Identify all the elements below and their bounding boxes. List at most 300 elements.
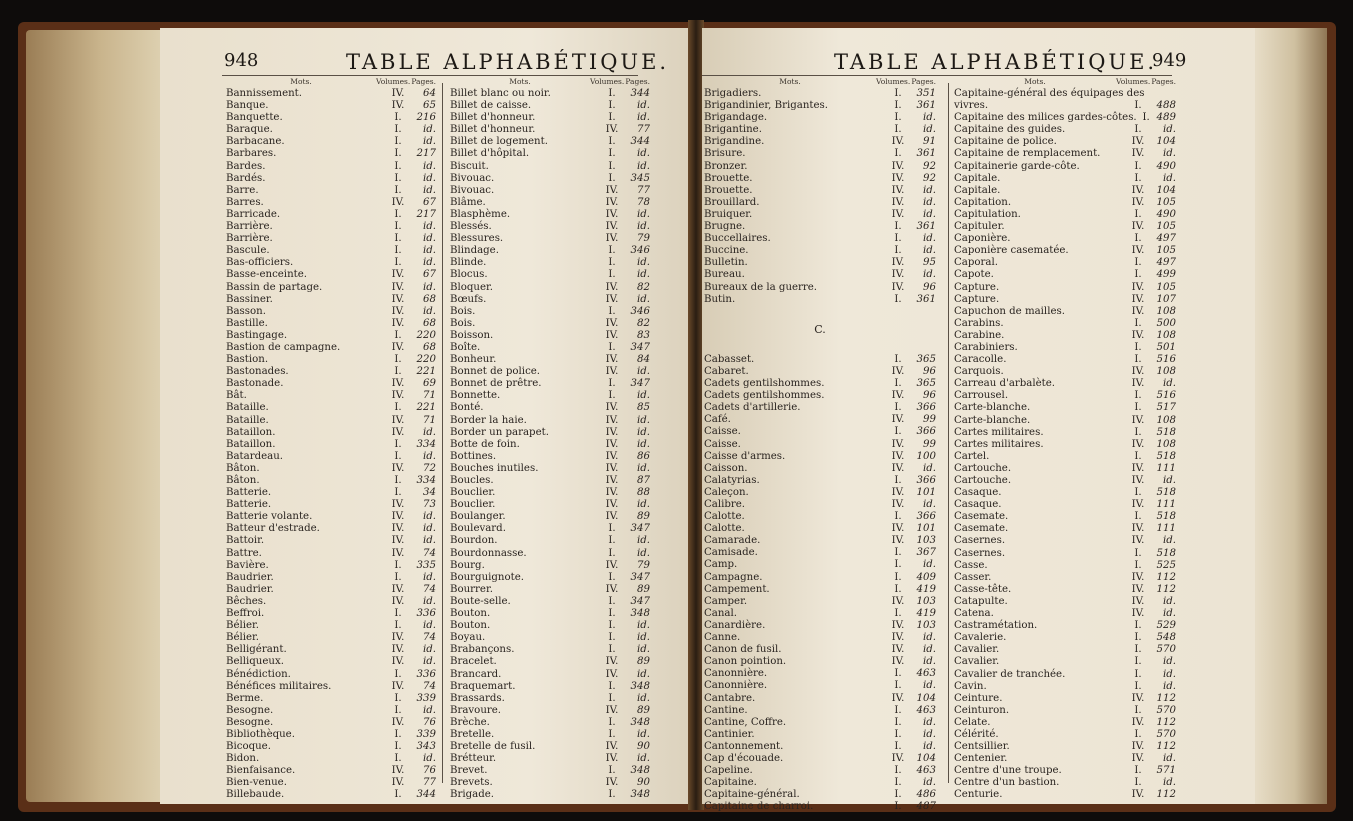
index-entry <box>954 318 1176 330</box>
entry-volume: IV. <box>605 499 619 511</box>
entry-page: 419 <box>916 607 936 619</box>
entry-volume: IV. <box>605 402 619 414</box>
entry-volume: I. <box>1134 233 1142 245</box>
entry-page: id. <box>422 595 436 607</box>
entry-page: id. <box>636 269 650 281</box>
entry-volume: IV. <box>391 535 405 547</box>
entry-word: Casaque. <box>954 487 1002 499</box>
entry-volume: I. <box>894 233 902 245</box>
entry-page: 366 <box>916 402 936 414</box>
entry-volume: I. <box>1134 511 1142 523</box>
entry-word: Calatyrias. <box>704 474 760 486</box>
entry-volume: IV. <box>1131 136 1145 148</box>
entry-word: Bienfaisance. <box>226 765 296 777</box>
index-entry <box>450 88 650 100</box>
entry-word: Campagne. <box>704 571 763 583</box>
index-entry <box>226 765 436 777</box>
index-entry <box>226 197 436 209</box>
index-entry <box>954 511 1176 523</box>
entry-page: 570 <box>1156 644 1176 656</box>
entry-page: id. <box>422 656 436 668</box>
entry-volume: I. <box>894 88 902 99</box>
entry-word: Botte de foin. <box>450 438 520 450</box>
index-entry <box>954 572 1176 584</box>
entry-word: Capitaine des milices gardes-côtes. <box>954 112 1137 124</box>
entry-word: Carquois. <box>954 366 1004 378</box>
entry-volume: I. <box>1134 257 1142 269</box>
entry-word: Brigandinier, Brigantes. <box>704 100 828 112</box>
entry-volume: IV. <box>391 414 405 426</box>
entry-word: Barres. <box>226 196 264 208</box>
entry-volume: I. <box>1134 668 1142 680</box>
entry-word: Casse-tête. <box>954 583 1012 595</box>
entry-page: 409 <box>916 571 936 583</box>
index-entry <box>704 124 936 136</box>
entry-page: 348 <box>630 680 650 692</box>
entry-word: Brigandine. <box>704 136 765 148</box>
entry-word: Capitulation. <box>954 208 1021 220</box>
entry-word: Cartouche. <box>954 462 1012 474</box>
entry-page: id. <box>922 680 936 692</box>
index-entry <box>226 233 436 245</box>
entry-word: Bastion. <box>226 354 269 366</box>
entry-page: 76 <box>423 716 436 728</box>
entry-volume: IV. <box>605 475 619 486</box>
index-entry <box>450 173 650 185</box>
entry-word: Brigandage. <box>704 112 768 124</box>
entry-word: Brèche. <box>450 716 490 728</box>
entry-page: id. <box>636 414 650 426</box>
entry-page: 336 <box>416 608 436 620</box>
entry-page: 499 <box>1156 269 1176 281</box>
entry-volume: I. <box>1134 777 1142 789</box>
entry-volume: IV. <box>1131 789 1145 801</box>
index-entry <box>226 596 436 608</box>
entry-volume: I. <box>394 402 402 414</box>
spacer <box>704 342 936 354</box>
entry-volume: I. <box>394 112 402 124</box>
index-entry <box>954 306 1176 318</box>
entry-page: 65 <box>423 100 436 112</box>
index-entry <box>450 390 650 402</box>
entry-volume: IV. <box>1131 462 1145 474</box>
index-entry <box>450 632 650 644</box>
entry-page: 361 <box>916 100 936 112</box>
entry-volume: I. <box>894 124 902 136</box>
entry-word: Caporal. <box>954 257 998 269</box>
entry-page: id. <box>422 511 436 523</box>
entry-word: Centsillier. <box>954 741 1010 753</box>
entry-volume: I. <box>1134 402 1142 414</box>
entry-word: Besogne. <box>226 704 274 716</box>
entry-page: 516 <box>1156 354 1176 366</box>
entry-page: 366 <box>916 511 936 523</box>
entry-volume: I. <box>1134 341 1142 353</box>
index-entry <box>450 112 650 124</box>
entry-word: Bonnet de prêtre. <box>450 378 542 390</box>
entry-volume: I. <box>894 148 902 160</box>
index-entry <box>954 560 1176 572</box>
index-entry <box>704 100 936 112</box>
index-entry <box>954 173 1176 185</box>
entry-page: 68 <box>423 341 436 353</box>
entry-volume: I. <box>894 704 902 716</box>
index-entry <box>226 161 436 173</box>
entry-volume: IV. <box>391 390 405 402</box>
entry-volume: IV. <box>1131 475 1145 486</box>
entry-word: Casser. <box>954 571 992 583</box>
entry-page: 490 <box>1156 208 1176 220</box>
entry-page: 220 <box>416 354 436 366</box>
index-entry <box>450 644 650 656</box>
index-entry <box>954 282 1176 294</box>
index-entry <box>704 257 936 269</box>
entry-word: Bêches. <box>226 595 267 607</box>
entry-page: 347 <box>630 571 650 583</box>
index-entry <box>450 487 650 499</box>
entry-volume: IV. <box>605 583 619 595</box>
entry-page: 111 <box>1156 499 1176 511</box>
entry-page <box>1160 88 1176 100</box>
right-page-header: TABLE ALPHABÉTIQUE. <box>834 50 1158 74</box>
entry-volume: I. <box>894 801 902 813</box>
index-entry <box>450 656 650 668</box>
heading-volumes: Volumes. <box>376 76 411 86</box>
index-entry <box>450 257 650 269</box>
spacer <box>704 306 936 318</box>
entry-word: Bourdon. <box>450 535 498 547</box>
entry-word: Bardés. <box>226 172 266 184</box>
entry-word: Bourrer. <box>450 583 493 595</box>
entry-volume: I. <box>608 136 616 148</box>
index-entry <box>226 439 436 451</box>
entry-word: Centenier. <box>954 753 1008 765</box>
index-entry <box>226 306 436 318</box>
index-entry <box>704 366 936 378</box>
entry-page: id. <box>422 704 436 716</box>
left-page-number: 948 <box>224 50 259 71</box>
entry-volume: I. <box>394 728 402 740</box>
entry-word: Bœufs. <box>450 293 487 305</box>
entry-volume: I. <box>894 474 902 486</box>
entry-page: id. <box>422 305 436 317</box>
heading-pages: Pages. <box>411 76 436 86</box>
index-entry <box>704 88 936 100</box>
entry-volume: IV. <box>605 487 619 499</box>
entry-word: Berme. <box>226 692 264 704</box>
index-entry <box>704 475 936 487</box>
right-page-number: 949 <box>1152 50 1187 71</box>
entry-volume: I. <box>394 160 402 172</box>
entry-page: id. <box>636 293 650 305</box>
entry-word: Billebaude. <box>226 789 285 801</box>
entry-page: id. <box>422 535 436 547</box>
entry-volume: IV. <box>605 354 619 366</box>
entry-page: id. <box>1162 595 1176 607</box>
entry-volume: I. <box>1134 632 1142 644</box>
left-column-2 <box>450 78 650 802</box>
index-entry <box>226 717 436 729</box>
entry-page: 64 <box>423 88 436 99</box>
entry-word: Brabançons. <box>450 644 515 656</box>
entry-word: Bibliothèque. <box>226 728 295 740</box>
entry-page: 89 <box>637 583 650 595</box>
entry-volume: I. <box>608 547 616 559</box>
entry-page: id. <box>422 620 436 632</box>
entry-page: 71 <box>423 414 436 426</box>
entry-word: Brisure. <box>704 148 746 160</box>
index-entry <box>954 681 1176 693</box>
index-entry <box>450 463 650 475</box>
entry-volume: IV. <box>391 547 405 559</box>
entry-word: Barre. <box>226 184 259 196</box>
entry-page: 111 <box>1156 523 1176 535</box>
entry-volume: I. <box>894 547 902 559</box>
entry-word: Carabins. <box>954 317 1004 329</box>
heading-volumes: Volumes. <box>1116 76 1151 86</box>
index-entry <box>704 245 936 257</box>
index-entry <box>450 402 650 414</box>
entry-word: Blâme. <box>450 196 486 208</box>
entry-word: Bois. <box>450 317 476 329</box>
index-entry <box>704 705 936 717</box>
heading-words: Mots. <box>290 76 312 86</box>
index-entry <box>450 475 650 487</box>
entry-page: id. <box>922 656 936 668</box>
entry-volume: I. <box>894 765 902 777</box>
entry-volume: I. <box>894 740 902 752</box>
entry-word: Caisson. <box>704 462 748 474</box>
entry-volume: IV. <box>605 329 619 341</box>
entry-word: Batterie. <box>226 499 272 511</box>
entry-volume: I. <box>1134 354 1142 366</box>
index-entry <box>954 233 1176 245</box>
entry-word: Barbares. <box>226 148 277 160</box>
entry-volume: IV. <box>391 317 405 329</box>
entry-volume: I. <box>1134 656 1142 668</box>
entry-volume: IV. <box>891 499 905 510</box>
index-entry <box>954 209 1176 221</box>
entry-page: 74 <box>423 680 436 692</box>
entry-word: Brigantine. <box>704 124 762 136</box>
entry-word: Batteur d'estrade. <box>226 523 320 535</box>
index-entry <box>954 669 1176 681</box>
entry-page: id. <box>636 257 650 269</box>
entry-word: Casse. <box>954 559 988 571</box>
index-entry <box>954 535 1176 547</box>
entry-volume: IV. <box>605 704 619 716</box>
entry-volume: IV. <box>391 499 405 511</box>
entry-page: id. <box>922 462 936 474</box>
index-entry <box>226 257 436 269</box>
entry-page: 77 <box>637 184 650 196</box>
entry-page: id. <box>922 112 936 124</box>
entry-volume: IV. <box>891 365 905 377</box>
index-entry <box>954 197 1176 209</box>
index-entry <box>450 596 650 608</box>
entry-word: vivres. <box>954 100 989 112</box>
entry-volume: IV. <box>391 341 405 353</box>
index-entry <box>226 282 436 294</box>
entry-page: 89 <box>637 511 650 523</box>
left-column-1 <box>226 78 436 802</box>
entry-page: 105 <box>1156 281 1176 293</box>
entry-page: id. <box>922 184 936 196</box>
entry-page: 112 <box>1156 741 1176 753</box>
entry-volume: I. <box>608 716 616 728</box>
entry-page: 72 <box>423 462 436 474</box>
index-entry <box>226 656 436 668</box>
entry-volume: I. <box>1134 208 1142 220</box>
entry-volume: IV. <box>605 559 619 571</box>
index-entry <box>954 729 1176 741</box>
entry-word: Bataille. <box>226 414 269 426</box>
entry-word: Bassin de partage. <box>226 281 323 293</box>
index-entry <box>704 559 936 571</box>
entry-word: Cabaret. <box>704 365 749 377</box>
entry-volume: I. <box>1134 390 1142 402</box>
entry-volume: IV. <box>1131 221 1145 233</box>
entry-volume: IV. <box>605 777 619 789</box>
entry-word: Ceinturon. <box>954 704 1010 716</box>
entry-word: Bloquer. <box>450 281 493 293</box>
entry-word: Capitaine de remplacement. <box>954 148 1101 160</box>
entry-page: 334 <box>416 438 436 450</box>
entry-page: id. <box>422 245 436 257</box>
entry-volume: I. <box>1134 450 1142 462</box>
entry-word: Capture. <box>954 293 1000 305</box>
entry-word: Bénéfices militaires. <box>226 680 332 692</box>
index-entry <box>450 415 650 427</box>
entry-volume: I. <box>608 148 616 160</box>
entry-word: Canonnière. <box>704 680 768 692</box>
entry-word: Cartel. <box>954 450 990 462</box>
entry-page: 78 <box>637 196 650 208</box>
index-entry <box>954 136 1176 148</box>
entry-volume: I. <box>1134 644 1142 656</box>
index-entry <box>954 741 1176 753</box>
index-entry <box>450 136 650 148</box>
entry-word: Boyau. <box>450 632 486 644</box>
heading-volumes: Volumes. <box>876 76 911 86</box>
entry-page: 112 <box>1156 692 1176 704</box>
entry-page: id. <box>636 499 650 511</box>
entry-page: 365 <box>916 353 936 365</box>
index-entry <box>704 378 936 390</box>
entry-volume: IV. <box>891 136 905 148</box>
entry-volume: IV. <box>891 450 905 462</box>
entry-word: Casemate. <box>954 511 1009 523</box>
entry-word: Capitaine. <box>704 777 757 789</box>
entry-page: 346 <box>630 245 650 257</box>
entry-page: id. <box>422 257 436 269</box>
entry-page: id. <box>636 148 650 160</box>
entry-word: Bureaux de la guerre. <box>704 281 818 293</box>
index-entry <box>450 185 650 197</box>
entry-word: Border la haie. <box>450 414 527 426</box>
entry-volume: IV. <box>891 196 905 208</box>
entry-word: Cadets gentilshommes. <box>704 390 825 402</box>
index-entry <box>954 548 1176 560</box>
entry-volume: I. <box>608 765 616 777</box>
entry-word: Bouclier. <box>450 487 496 499</box>
index-entry <box>450 535 650 547</box>
index-entry <box>226 185 436 197</box>
entry-page: id. <box>636 668 650 680</box>
index-entry <box>450 221 650 233</box>
entry-word: Battoir. <box>226 535 265 547</box>
entry-word: Bivouac. <box>450 184 495 196</box>
index-entry <box>954 656 1176 668</box>
entry-page: id. <box>422 233 436 245</box>
entry-word: Caisse. <box>704 438 741 450</box>
entry-volume: I. <box>394 233 402 245</box>
entry-page: id. <box>1162 172 1176 184</box>
entry-page: 497 <box>1156 233 1176 245</box>
entry-word: Bastille. <box>226 317 268 329</box>
entry-word: Camisade. <box>704 547 758 559</box>
entry-volume: I. <box>394 741 402 753</box>
entry-page: id. <box>636 366 650 378</box>
entry-word: Bourdonnasse. <box>450 547 527 559</box>
entry-word: Cantine, Coffre. <box>704 716 787 728</box>
entry-word: Cavalerie. <box>954 632 1007 644</box>
entry-word: Cartouche. <box>954 475 1012 486</box>
entry-word: Bravoure. <box>450 704 502 716</box>
index-entry <box>226 632 436 644</box>
entry-word: Bottines. <box>450 450 497 462</box>
index-entry <box>954 366 1176 378</box>
entry-volume: IV. <box>891 208 905 220</box>
entry-page: 335 <box>416 559 436 571</box>
index-entry <box>704 197 936 209</box>
index-entry <box>226 681 436 693</box>
index-entry <box>450 753 650 765</box>
heading-pages: Pages. <box>911 76 936 86</box>
entry-volume: I. <box>608 172 616 184</box>
entry-word: Capture. <box>954 281 1000 293</box>
entry-page: id. <box>922 777 936 789</box>
entry-word: Blindage. <box>450 245 499 257</box>
entry-page: 344 <box>630 88 650 99</box>
entry-word: Biscuit. <box>450 160 489 172</box>
entry-word: Canal. <box>704 607 737 619</box>
entry-volume: IV. <box>891 656 905 668</box>
entry-page: 86 <box>637 450 650 462</box>
entry-volume: I. <box>894 293 902 305</box>
index-entry <box>954 330 1176 342</box>
entry-page: 486 <box>916 789 936 801</box>
entry-word: Buccellaires. <box>704 233 771 245</box>
entry-word: Brugne. <box>704 221 746 233</box>
entry-page: 111 <box>1156 462 1176 474</box>
entry-volume: I. <box>894 583 902 595</box>
index-entry <box>226 511 436 523</box>
heading-words: Mots. <box>1024 76 1046 86</box>
entry-word: Camp. <box>704 559 738 571</box>
entry-volume: I. <box>608 160 616 172</box>
entry-page: 87 <box>637 475 650 486</box>
entry-volume: I. <box>894 571 902 583</box>
entry-word: Capitaine des guides. <box>954 124 1066 136</box>
right-column-2 <box>954 78 1176 802</box>
entry-volume: IV. <box>891 438 905 450</box>
entry-page: 518 <box>1156 511 1176 523</box>
index-entry <box>226 584 436 596</box>
entry-page: 104 <box>1156 184 1176 196</box>
entry-word: Billet d'honneur. <box>450 112 536 124</box>
entry-word: Bretelle de fusil. <box>450 741 536 753</box>
